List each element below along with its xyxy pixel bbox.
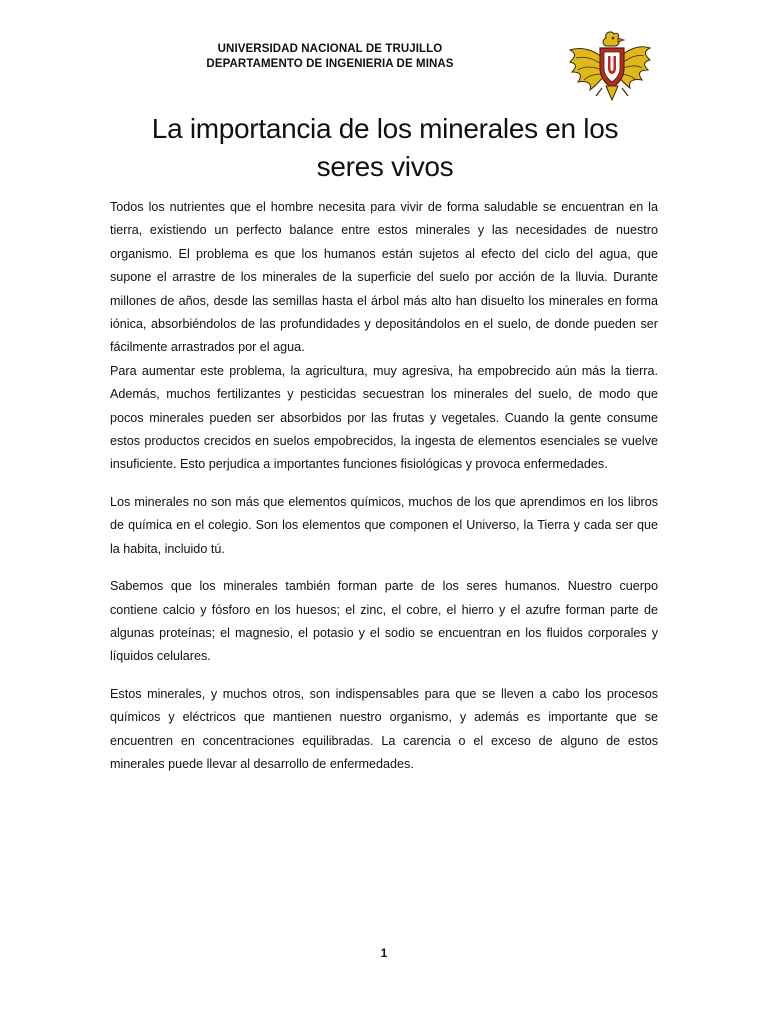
paragraph: Estos minerales, y muchos otros, son indispensables para que se lleven a cabo los procesos químicos y eléctricos que mantienen nuestro organismo, y además es importante que se encuentren en concentraciones equilibradas. La carencia o el exceso de alguno de estos minerales puede llevar al desarrollo de enfermedades.: [110, 686, 658, 771]
header-department: DEPARTAMENTO DE INGENIERIA DE MINAS: [206, 58, 454, 70]
university-eagle-crest-icon: [568, 28, 652, 104]
document-header: [180, 42, 480, 72]
paragraph: Todos los nutrientes que el hombre necesita para vivir de forma saludable se encuentran en la tierra, existiendo un perfecto balance entre estos minerales y las necesidades de nuestro organismo. El problema es que los humanos están sujetos al efecto del ciclo del agua, que supone el arrastre de los minerales de la superficie del suelo por acción de la lluvia. Durante millones de años, desde las semillas hasta el árbol más alto han disuelto los minerales en forma iónica, absorbiéndolos de las profundidades y depositándolos en el suelo, de donde pueden ser fácilmente arrastrados por el agua.: [110, 200, 658, 355]
paragraph: Para aumentar este problema, la agricultura, muy agresiva, ha empobrecido aún más la tierra. Además, muchos fertilizantes y pesticidas secuestran los minerales del suelo, de modo que pocos minerales pueden ser absorbidos por las frutas y vegetales. Cuando la gente consume estos productos crecidos en suelos empobrecidos, la ingesta de elementos esenciales se vuelve insuficiente. Esto perjudica a importantes funciones fisiológicas y provoca enfermedades.: [110, 363, 658, 472]
document-body: [110, 196, 658, 776]
page-number: 1: [380, 946, 388, 960]
paragraph: Los minerales no son más que elementos químicos, muchos de los que aprendimos en los libros de química en el colegio. Son los elementos que componen el Universo, la Tierra y cada ser que la habita, incluido tú.: [110, 494, 658, 556]
title-line-2: seres vivos: [316, 151, 454, 182]
paragraph: Sabemos que los minerales también forman parte de los seres humanos. Nuestro cuerpo contiene calcio y fósforo en los huesos; el zinc, el cobre, el hierro y el azufre forman parte de algunas proteínas; el magnesio, el potasio y el sodio se encuentran en los fluidos corporales y líquidos celulares.: [110, 579, 658, 664]
document-title: [100, 110, 670, 186]
title-line-1: La importancia de los minerales en los: [151, 113, 619, 144]
header-university: UNIVERSIDAD NACIONAL DE TRUJILLO: [217, 43, 443, 55]
